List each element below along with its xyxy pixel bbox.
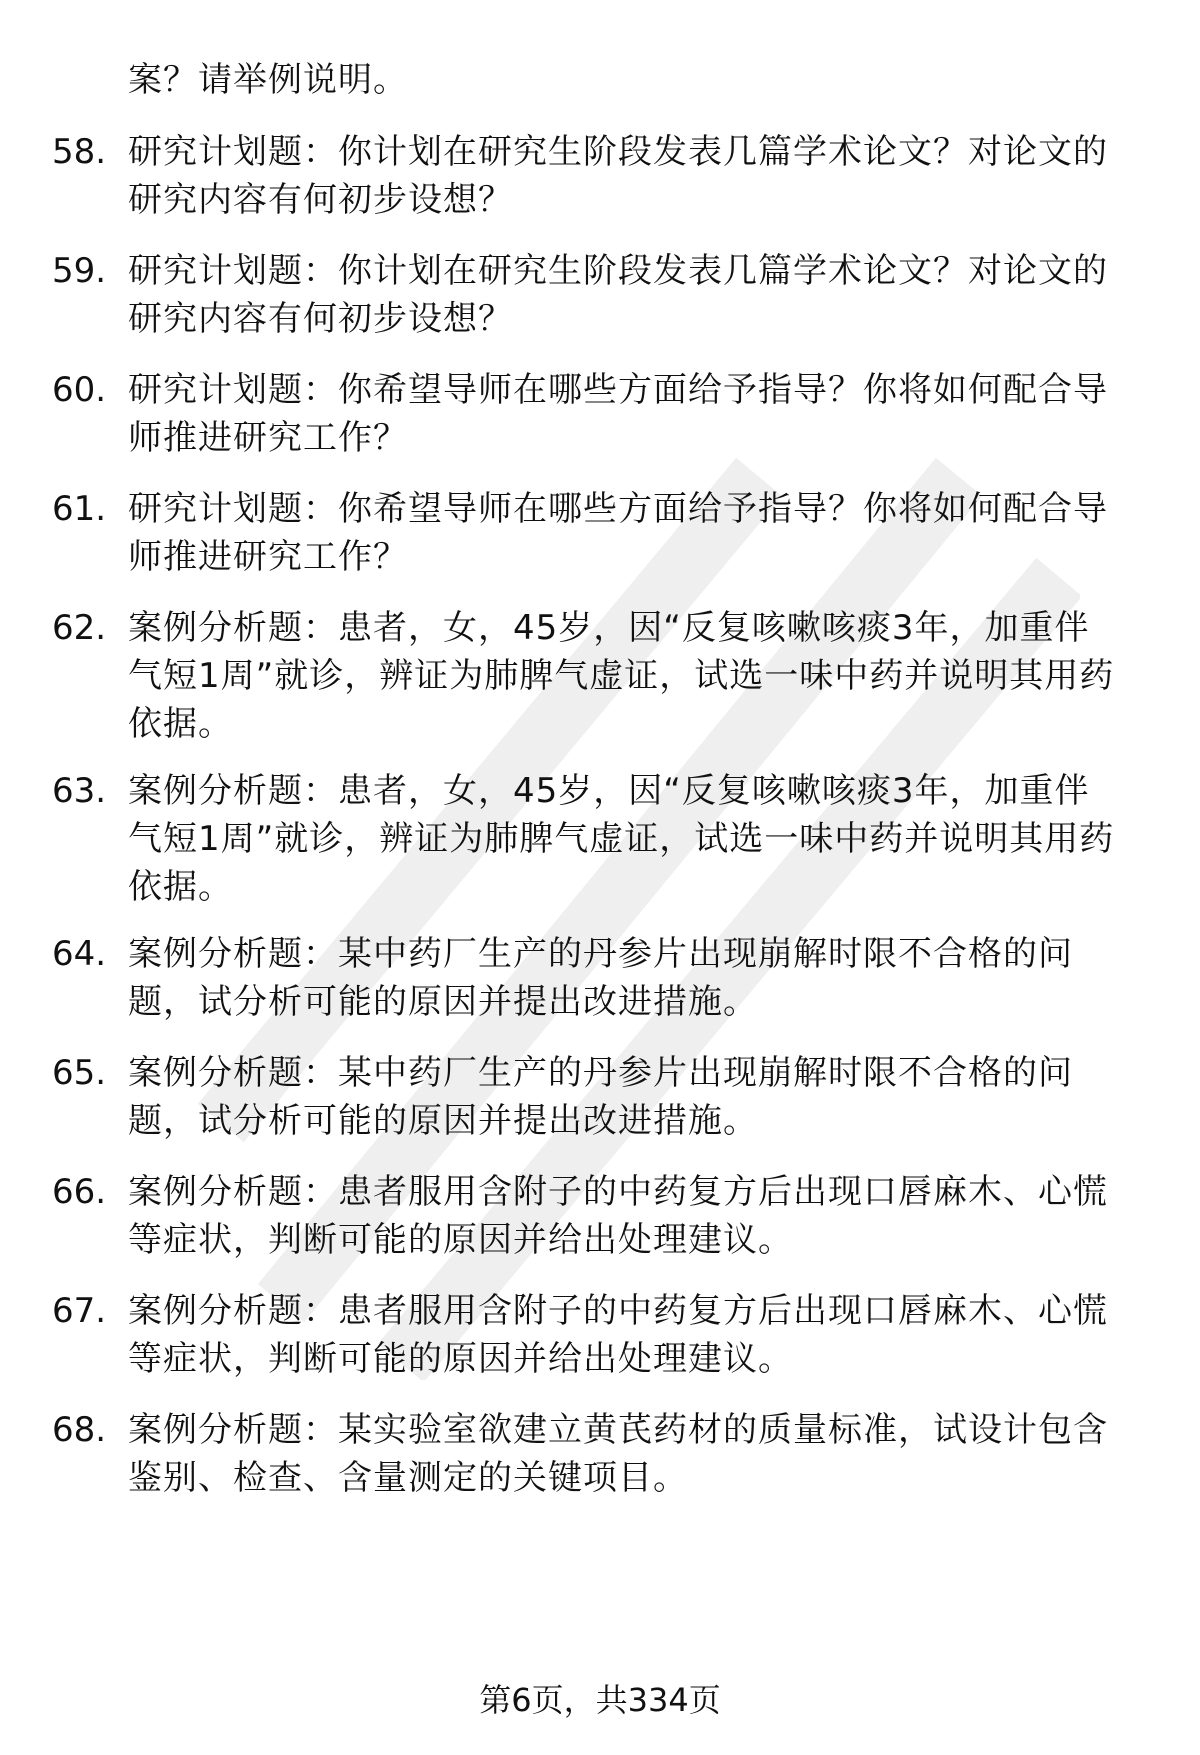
question-line: 依据。: [128, 867, 233, 907]
question-number: 60.: [52, 370, 107, 410]
question-text: [128, 1287, 1148, 1383]
question-text: [128, 485, 1148, 581]
question-line: 研究计划题：你计划在研究生阶段发表几篇学术论文？对论文的: [128, 132, 1108, 172]
question-line: 案例分析题：患者，女，45岁，因“反复咳嗽咳痰3年，加重伴: [128, 771, 1090, 811]
question-line: 案例分析题：某实验室欲建立黄芪药材的质量标准，试设计包含: [128, 1410, 1108, 1450]
question-text: [128, 1406, 1148, 1502]
question-number: 68.: [52, 1410, 107, 1450]
question-line: 等症状，判断可能的原因并给出处理建议。: [128, 1339, 793, 1379]
question-line: 研究内容有何初步设想？: [128, 299, 513, 339]
question-line: 案例分析题：患者，女，45岁，因“反复咳嗽咳痰3年，加重伴: [128, 608, 1090, 648]
question-text: [128, 128, 1148, 224]
question-number: 65.: [52, 1053, 107, 1093]
question-line: 案例分析题：患者服用含附子的中药复方后出现口唇麻木、心慌: [128, 1172, 1108, 1212]
question-line: 鉴别、检查、含量测定的关键项目。: [128, 1458, 688, 1498]
question-text: [128, 1168, 1148, 1264]
question-line: 研究内容有何初步设想？: [128, 180, 513, 220]
page-footer: 第6页，共334页: [479, 1681, 721, 1719]
question-number: 62.: [52, 608, 107, 648]
question-number: 59.: [52, 251, 107, 291]
question-line: 依据。: [128, 704, 233, 744]
question-text: [128, 604, 1148, 748]
question-line: 师推进研究工作？: [128, 418, 408, 458]
question-line: 题，试分析可能的原因并提出改进措施。: [128, 982, 758, 1022]
question-line: 气短1周”就诊，辨证为肺脾气虚证，试选一味中药并说明其用药: [128, 819, 1115, 859]
question-line: 研究计划题：你希望导师在哪些方面给予指导？你将如何配合导: [128, 489, 1108, 529]
question-number: 61.: [52, 489, 107, 529]
question-line: 案例分析题：患者服用含附子的中药复方后出现口唇麻木、心慌: [128, 1291, 1108, 1331]
question-line: 等症状，判断可能的原因并给出处理建议。: [128, 1220, 793, 1260]
question-text: [128, 1049, 1148, 1145]
question-continuation-text: 案？请举例说明。: [128, 60, 408, 100]
question-number: 64.: [52, 934, 107, 974]
question-number: 58.: [52, 132, 107, 172]
question-text: [128, 366, 1148, 462]
question-line: 研究计划题：你计划在研究生阶段发表几篇学术论文？对论文的: [128, 251, 1108, 291]
question-text: [128, 767, 1148, 911]
question-line: 研究计划题：你希望导师在哪些方面给予指导？你将如何配合导: [128, 370, 1108, 410]
question-line: 师推进研究工作？: [128, 537, 408, 577]
question-number: 63.: [52, 771, 107, 811]
question-line: 气短1周”就诊，辨证为肺脾气虚证，试选一味中药并说明其用药: [128, 656, 1115, 696]
question-text: [128, 930, 1148, 1026]
question-number: 66.: [52, 1172, 107, 1212]
question-line: 题，试分析可能的原因并提出改进措施。: [128, 1101, 758, 1141]
question-number: 67.: [52, 1291, 107, 1331]
question-line: 案例分析题：某中药厂生产的丹参片出现崩解时限不合格的问: [128, 934, 1073, 974]
question-text: [128, 247, 1148, 343]
question-line: 案例分析题：某中药厂生产的丹参片出现崩解时限不合格的问: [128, 1053, 1073, 1093]
